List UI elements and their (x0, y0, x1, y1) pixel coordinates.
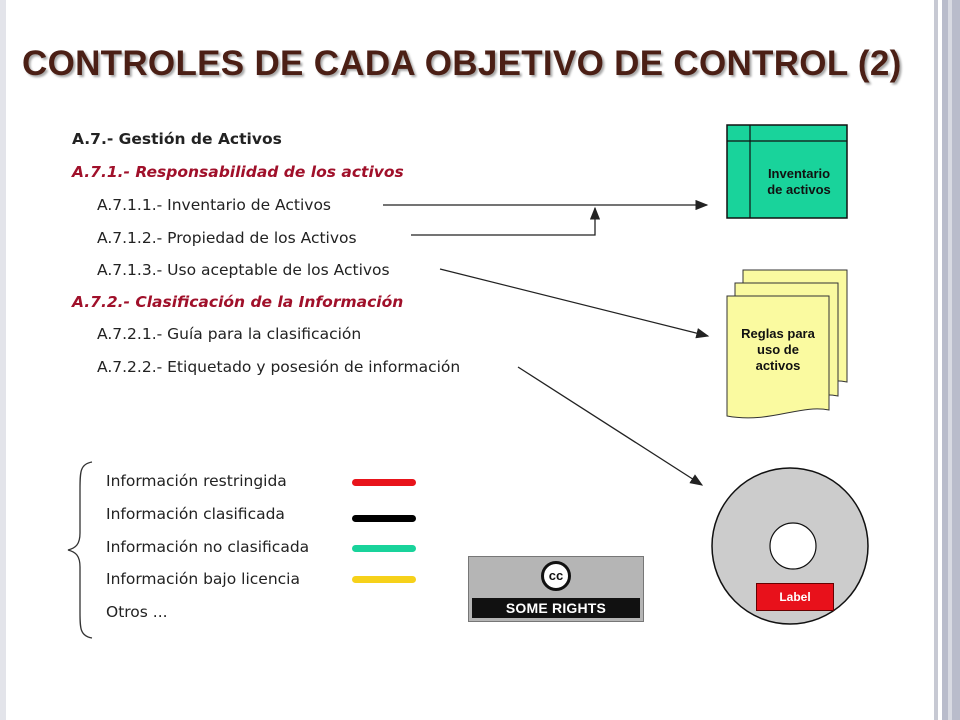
item-a722: A.7.2.2.- Etiquetado y posesión de información (97, 358, 461, 376)
arrow-propiedad (411, 208, 595, 235)
arrow-etiquetado (518, 367, 702, 485)
slide-title: CONTROLES DE CADA OBJETIVO DE CONTROL (2) (22, 44, 902, 83)
subheading-a71: A.7.1.- Responsabilidad de los activos (72, 163, 404, 181)
legend-label-restringida: Información restringida (106, 472, 287, 490)
legend-label-otros: Otros ... (106, 603, 168, 621)
legend-line-red (352, 479, 416, 486)
reglas-label: Reglas para uso de activos (741, 326, 815, 373)
connector-arrows (383, 205, 708, 485)
legend-line-black (352, 515, 416, 522)
legend-label-licencia: Información bajo licencia (106, 570, 300, 588)
item-a713: A.7.1.3.- Uso aceptable de los Activos (97, 261, 390, 279)
inventario-label: Inventario de activos (767, 166, 831, 197)
arrow-uso-aceptable (440, 269, 708, 336)
legend-brace (68, 462, 92, 638)
cc-badge (468, 556, 644, 636)
cc-logo-icon: cc (541, 561, 571, 591)
cc-text: SOME RIGHTS RESERVED (472, 598, 640, 618)
item-a711: A.7.1.1.- Inventario de Activos (97, 196, 332, 214)
legend-label-no-clasificada: Información no clasificada (106, 538, 310, 556)
legend-line-green (352, 545, 416, 552)
item-a712: A.7.1.2.- Propiedad de los Activos (97, 229, 357, 247)
disc-label: Label (756, 583, 834, 611)
legend-label-clasificada: Información clasificada (106, 505, 285, 523)
legend-line-yellow (352, 576, 416, 583)
heading-a7: A.7.- Gestión de Activos (72, 130, 282, 148)
subheading-a72: A.7.2.- Clasificación de la Información (72, 293, 404, 311)
item-a721: A.7.2.1.- Guía para la clasificación (97, 325, 362, 343)
